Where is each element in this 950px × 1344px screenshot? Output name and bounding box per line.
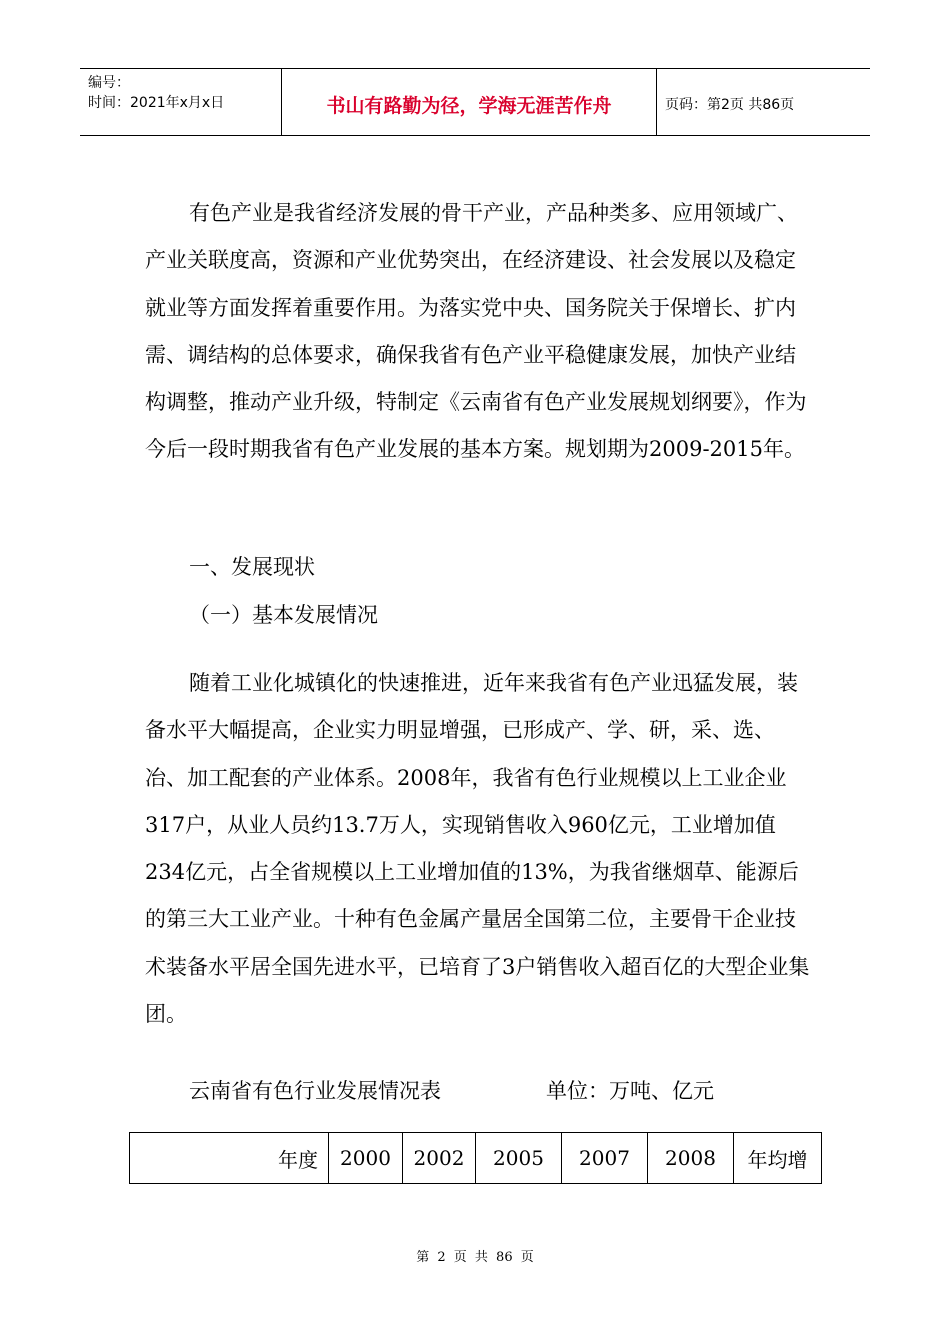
subsection-heading: （一）基本发展情况 — [189, 603, 378, 627]
table-year-cell: 2002 — [403, 1133, 476, 1184]
section-heading: 一、发展现状 — [189, 555, 315, 579]
header-meta — [80, 69, 282, 135]
document-date: 时间：2021年x月x日 — [88, 95, 225, 111]
table-year-cell: 2008 — [648, 1133, 734, 1184]
header-motto: 书山有路勤为径，学海无涯苦作舟 — [326, 94, 612, 117]
table-year-cell: 2005 — [476, 1133, 562, 1184]
header-motto-cell — [282, 69, 657, 135]
header-page-info: 页码：第2页 共86页 — [665, 97, 795, 113]
header-page-info-cell — [657, 69, 870, 135]
table-header-row — [130, 1133, 822, 1184]
table-caption: 云南省有色行业发展情况表 — [189, 1079, 441, 1103]
table-year-cell: 2007 — [562, 1133, 648, 1184]
table-year-cell: 2000 — [329, 1133, 403, 1184]
table-growth-label: 年均增 — [734, 1133, 822, 1184]
document-number-label: 编号： — [88, 75, 130, 91]
page-header — [80, 68, 870, 136]
table-year-label: 年度 — [130, 1133, 329, 1184]
page-footer: 第 2 页 共 86 页 — [416, 1250, 534, 1265]
industry-table — [129, 1132, 822, 1184]
paragraph-intro: 有色产业是我省经济发展的骨干产业，产品种类多、应用领域广、产业关联度高，资源和产业优势突出，在经济建设、社会发展以及稳定就业等方面发挥着重要作用。为落实党中央、国务院关于保增长、扩内需、调结构的总体要求，确保我省有色产业平稳健康发展，加快产业结构调整，推动产业升级，特制定《云南省有色产业发展规划纲要》，作为今后一段时期我省有色产业发展的基本方案。规划期为2009-2015年。 — [145, 201, 807, 462]
paragraph-status: 随着工业化城镇化的快速推进，近年来我省有色产业迅猛发展，装备水平大幅提高，企业实力明显增强，已形成产、学、研，采、选、冶、加工配套的产业体系。2008年，我省有色行业规模以上工业企业317户，从业人员约13.7万人，实现销售收入960亿元，工业增加值234亿元，占全省规模以上工业增加值的13%，为我省继烟草、能源后的第三大工业产业。十种有色金属产量居全国第二位，主要骨干企业技术装备水平居全国先进水平，已培育了3户销售收入超百亿的大型企业集团。 — [145, 671, 810, 1027]
table-unit: 单位：万吨、亿元 — [546, 1079, 714, 1103]
